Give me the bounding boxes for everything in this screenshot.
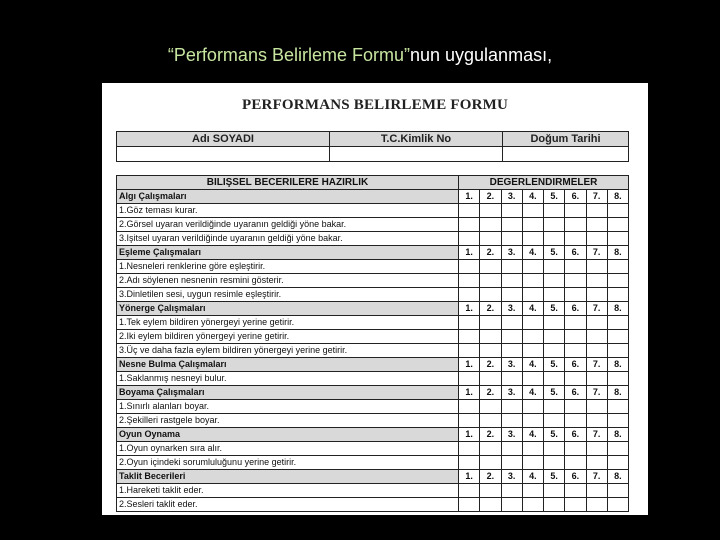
- score-cell[interactable]: [565, 400, 586, 414]
- score-cell[interactable]: [501, 484, 522, 498]
- score-cell[interactable]: [522, 484, 543, 498]
- evaluations-header: DEGERLENDIRMELER: [459, 176, 629, 190]
- skill-row: [117, 316, 629, 330]
- skill-item-label: 1.Tek eylem bildiren yönergeyi yerine getirir.: [117, 316, 459, 330]
- eval-number: 3.: [501, 470, 522, 484]
- eval-number: 8.: [607, 470, 628, 484]
- score-cell[interactable]: [459, 372, 480, 386]
- eval-number: 5.: [544, 358, 565, 372]
- score-cell[interactable]: [480, 274, 501, 288]
- score-cell[interactable]: [480, 442, 501, 456]
- info-header-id: T.C.Kimlik No: [330, 132, 503, 147]
- skill-item-label: 2.Adı söylenen nesnenin resmini gösterir.: [117, 274, 459, 288]
- skill-item-label: 2.Iki eylem bildiren yönergeyi yerine getirir.: [117, 330, 459, 344]
- score-cell[interactable]: [501, 218, 522, 232]
- form-title: PERFORMANS BELIRLEME FORMU: [241, 97, 509, 113]
- score-cell[interactable]: [565, 204, 586, 218]
- skill-item-label: 2.Şekilleri rastgele boyar.: [117, 414, 459, 428]
- eval-number: 2.: [480, 386, 501, 400]
- skill-row: [117, 456, 629, 470]
- slide-title-quoted: “Performans Belirleme Formu”: [167, 45, 410, 65]
- score-cell[interactable]: [522, 204, 543, 218]
- score-cell[interactable]: [459, 204, 480, 218]
- eval-number: 3.: [501, 386, 522, 400]
- eval-number: 4.: [522, 190, 543, 204]
- score-cell[interactable]: [522, 442, 543, 456]
- score-cell[interactable]: [459, 414, 480, 428]
- score-cell[interactable]: [480, 484, 501, 498]
- score-cell[interactable]: [522, 456, 543, 470]
- section-title: Oyun Oynama: [117, 428, 459, 442]
- eval-number: 2.: [480, 358, 501, 372]
- skill-row: [117, 400, 629, 414]
- score-cell[interactable]: [607, 316, 628, 330]
- score-cell[interactable]: [544, 204, 565, 218]
- eval-number: 5.: [544, 302, 565, 316]
- skill-item-label: 3.Dinletilen sesi, uygun resimle eşleştirir.: [117, 288, 459, 302]
- eval-number: 8.: [607, 246, 628, 260]
- section-row: [117, 246, 629, 260]
- score-cell[interactable]: [501, 498, 522, 512]
- score-cell[interactable]: [544, 316, 565, 330]
- score-cell[interactable]: [459, 260, 480, 274]
- name-field[interactable]: [117, 147, 330, 162]
- score-cell[interactable]: [544, 414, 565, 428]
- score-cell[interactable]: [480, 372, 501, 386]
- score-cell[interactable]: [586, 484, 607, 498]
- eval-number: 1.: [459, 428, 480, 442]
- score-cell[interactable]: [544, 260, 565, 274]
- score-cell[interactable]: [522, 400, 543, 414]
- eval-number: 7.: [586, 358, 607, 372]
- section-title: Eşleme Çalışmaları: [117, 246, 459, 260]
- section-title: Boyama Çalışmaları: [117, 386, 459, 400]
- eval-number: 1.: [459, 302, 480, 316]
- score-cell[interactable]: [607, 232, 628, 246]
- score-cell[interactable]: [565, 288, 586, 302]
- eval-number: 3.: [501, 190, 522, 204]
- eval-number: 3.: [501, 428, 522, 442]
- eval-number: 6.: [565, 470, 586, 484]
- skill-item-label: 2.Oyun içindeki sorumluluğunu yerine getirir.: [117, 456, 459, 470]
- score-cell[interactable]: [459, 274, 480, 288]
- eval-number: 5.: [544, 246, 565, 260]
- eval-number: 6.: [565, 386, 586, 400]
- eval-number: 7.: [586, 386, 607, 400]
- score-cell[interactable]: [607, 218, 628, 232]
- eval-number: 8.: [607, 190, 628, 204]
- eval-number: 2.: [480, 190, 501, 204]
- eval-number: 7.: [586, 246, 607, 260]
- score-cell[interactable]: [459, 232, 480, 246]
- eval-number: 1.: [459, 386, 480, 400]
- score-cell[interactable]: [565, 484, 586, 498]
- score-cell[interactable]: [501, 442, 522, 456]
- skill-row: [117, 232, 629, 246]
- score-cell[interactable]: [522, 274, 543, 288]
- score-cell[interactable]: [459, 400, 480, 414]
- eval-number: 6.: [565, 302, 586, 316]
- score-cell[interactable]: [586, 330, 607, 344]
- section-row: [117, 428, 629, 442]
- skill-row: [117, 218, 629, 232]
- score-cell[interactable]: [586, 344, 607, 358]
- eval-number: 6.: [565, 246, 586, 260]
- skill-item-label: 1.Saklanmış nesneyi bulur.: [117, 372, 459, 386]
- score-cell[interactable]: [480, 204, 501, 218]
- eval-number: 8.: [607, 358, 628, 372]
- section-title: Nesne Bulma Çalışmaları: [117, 358, 459, 372]
- score-cell[interactable]: [586, 232, 607, 246]
- score-cell[interactable]: [522, 330, 543, 344]
- score-cell[interactable]: [459, 218, 480, 232]
- score-cell[interactable]: [522, 232, 543, 246]
- score-cell[interactable]: [607, 288, 628, 302]
- score-cell[interactable]: [565, 344, 586, 358]
- eval-number: 7.: [586, 428, 607, 442]
- score-cell[interactable]: [565, 442, 586, 456]
- score-cell[interactable]: [544, 484, 565, 498]
- personal-info-table: [116, 131, 629, 162]
- eval-number: 1.: [459, 246, 480, 260]
- eval-number: 3.: [501, 358, 522, 372]
- slide-title: [0, 45, 720, 66]
- eval-number: 8.: [607, 386, 628, 400]
- score-cell[interactable]: [480, 232, 501, 246]
- score-cell[interactable]: [586, 316, 607, 330]
- eval-number: 4.: [522, 386, 543, 400]
- score-cell[interactable]: [501, 260, 522, 274]
- score-cell[interactable]: [522, 414, 543, 428]
- skill-item-label: 3.Üç ve daha fazla eylem bildiren yönergeyi yerine getirir.: [117, 344, 459, 358]
- skill-item-label: 3.Işitsel uyaran verildiğinde uyaranın geldiği yöne bakar.: [117, 232, 459, 246]
- score-cell[interactable]: [522, 498, 543, 512]
- score-cell[interactable]: [586, 372, 607, 386]
- score-cell[interactable]: [607, 204, 628, 218]
- id-number-field[interactable]: [330, 147, 503, 162]
- section-row: [117, 358, 629, 372]
- eval-number: 6.: [565, 428, 586, 442]
- score-cell[interactable]: [565, 372, 586, 386]
- score-cell[interactable]: [565, 316, 586, 330]
- score-cell[interactable]: [586, 414, 607, 428]
- eval-number: 4.: [522, 358, 543, 372]
- score-cell[interactable]: [480, 288, 501, 302]
- skill-item-label: 1.Göz teması kurar.: [117, 204, 459, 218]
- score-cell[interactable]: [565, 218, 586, 232]
- eval-number: 5.: [544, 428, 565, 442]
- score-cell[interactable]: [544, 288, 565, 302]
- score-cell[interactable]: [565, 274, 586, 288]
- skill-row: [117, 344, 629, 358]
- score-cell[interactable]: [480, 344, 501, 358]
- score-cell[interactable]: [480, 330, 501, 344]
- skill-item-label: 1.Sınırlı alanları boyar.: [117, 400, 459, 414]
- score-cell[interactable]: [459, 344, 480, 358]
- score-cell[interactable]: [607, 260, 628, 274]
- score-cell[interactable]: [544, 218, 565, 232]
- eval-number: 2.: [480, 428, 501, 442]
- score-cell[interactable]: [522, 372, 543, 386]
- eval-number: 7.: [586, 190, 607, 204]
- score-cell[interactable]: [480, 456, 501, 470]
- skills-header: BILIŞSEL BECERILERE HAZIRLIK: [117, 176, 459, 190]
- score-cell[interactable]: [501, 456, 522, 470]
- skill-item-label: 2.Sesleri taklit eder.: [117, 498, 459, 512]
- birthdate-field[interactable]: [503, 147, 629, 162]
- score-cell[interactable]: [480, 218, 501, 232]
- score-cell[interactable]: [459, 456, 480, 470]
- score-cell[interactable]: [522, 260, 543, 274]
- eval-number: 6.: [565, 190, 586, 204]
- eval-number: 4.: [522, 428, 543, 442]
- score-cell[interactable]: [607, 484, 628, 498]
- score-cell[interactable]: [607, 456, 628, 470]
- score-cell[interactable]: [501, 414, 522, 428]
- eval-number: 1.: [459, 190, 480, 204]
- eval-number: 1.: [459, 358, 480, 372]
- skill-item-label: 1.Nesneleri renklerine göre eşleştirir.: [117, 260, 459, 274]
- eval-number: 5.: [544, 470, 565, 484]
- score-cell[interactable]: [565, 330, 586, 344]
- score-cell[interactable]: [480, 400, 501, 414]
- section-title: Yönerge Çalışmaları: [117, 302, 459, 316]
- eval-number: 2.: [480, 470, 501, 484]
- eval-number: 8.: [607, 302, 628, 316]
- score-cell[interactable]: [607, 372, 628, 386]
- score-cell[interactable]: [501, 288, 522, 302]
- evaluation-table: [116, 175, 629, 512]
- score-cell[interactable]: [459, 288, 480, 302]
- score-cell[interactable]: [565, 260, 586, 274]
- score-cell[interactable]: [480, 316, 501, 330]
- slide-title-rest: nun uygulanması,: [409, 45, 553, 65]
- score-cell[interactable]: [586, 204, 607, 218]
- score-cell[interactable]: [544, 274, 565, 288]
- info-header-birthdate: Doğum Tarihi: [503, 132, 629, 147]
- score-cell[interactable]: [501, 330, 522, 344]
- skill-row: [117, 288, 629, 302]
- section-title: Taklit Becerileri: [117, 470, 459, 484]
- eval-number: 3.: [501, 302, 522, 316]
- score-cell[interactable]: [501, 316, 522, 330]
- score-cell[interactable]: [459, 330, 480, 344]
- eval-number: 5.: [544, 190, 565, 204]
- score-cell[interactable]: [607, 274, 628, 288]
- score-cell[interactable]: [522, 316, 543, 330]
- skill-row: [117, 372, 629, 386]
- skill-row: [117, 274, 629, 288]
- score-cell[interactable]: [565, 456, 586, 470]
- score-cell[interactable]: [565, 232, 586, 246]
- section-row: [117, 190, 629, 204]
- eval-number: 8.: [607, 428, 628, 442]
- score-cell[interactable]: [544, 442, 565, 456]
- score-cell[interactable]: [501, 232, 522, 246]
- skill-row: [117, 414, 629, 428]
- score-cell[interactable]: [480, 498, 501, 512]
- score-cell[interactable]: [565, 498, 586, 512]
- score-cell[interactable]: [607, 344, 628, 358]
- score-cell[interactable]: [586, 498, 607, 512]
- score-cell[interactable]: [607, 498, 628, 512]
- info-header-name: Adı SOYADI: [117, 132, 330, 147]
- section-row: [117, 386, 629, 400]
- skill-row: [117, 204, 629, 218]
- score-cell[interactable]: [544, 456, 565, 470]
- eval-number: 5.: [544, 386, 565, 400]
- skill-item-label: 2.Görsel uyaran verildiğinde uyaranın geldiği yöne bakar.: [117, 218, 459, 232]
- form-document: [102, 83, 648, 515]
- score-cell[interactable]: [586, 456, 607, 470]
- score-cell[interactable]: [544, 498, 565, 512]
- score-cell[interactable]: [544, 344, 565, 358]
- score-cell[interactable]: [607, 442, 628, 456]
- score-cell[interactable]: [586, 288, 607, 302]
- score-cell[interactable]: [480, 414, 501, 428]
- score-cell[interactable]: [501, 400, 522, 414]
- score-cell[interactable]: [544, 232, 565, 246]
- eval-number: 4.: [522, 470, 543, 484]
- skill-row: [117, 498, 629, 512]
- skill-row: [117, 442, 629, 456]
- section-title: Algı Çalışmaları: [117, 190, 459, 204]
- score-cell[interactable]: [459, 316, 480, 330]
- score-cell[interactable]: [586, 400, 607, 414]
- score-cell[interactable]: [544, 400, 565, 414]
- eval-number: 2.: [480, 302, 501, 316]
- eval-number: 4.: [522, 246, 543, 260]
- skill-row: [117, 330, 629, 344]
- score-cell[interactable]: [586, 218, 607, 232]
- score-cell[interactable]: [607, 414, 628, 428]
- skill-row: [117, 260, 629, 274]
- skill-item-label: 1.Hareketi taklit eder.: [117, 484, 459, 498]
- score-cell[interactable]: [480, 260, 501, 274]
- skill-row: [117, 484, 629, 498]
- score-cell[interactable]: [501, 344, 522, 358]
- score-cell[interactable]: [459, 442, 480, 456]
- score-cell[interactable]: [607, 400, 628, 414]
- score-cell[interactable]: [586, 274, 607, 288]
- score-cell[interactable]: [522, 218, 543, 232]
- score-cell[interactable]: [565, 414, 586, 428]
- eval-number: 4.: [522, 302, 543, 316]
- eval-number: 7.: [586, 302, 607, 316]
- section-row: [117, 302, 629, 316]
- eval-number: 7.: [586, 470, 607, 484]
- score-cell[interactable]: [501, 204, 522, 218]
- score-cell[interactable]: [607, 330, 628, 344]
- score-cell[interactable]: [586, 260, 607, 274]
- score-cell[interactable]: [459, 498, 480, 512]
- score-cell[interactable]: [544, 372, 565, 386]
- eval-number: 2.: [480, 246, 501, 260]
- eval-number: 1.: [459, 470, 480, 484]
- skill-item-label: 1.Oyun oynarken sıra alır.: [117, 442, 459, 456]
- score-cell[interactable]: [586, 442, 607, 456]
- score-cell[interactable]: [501, 274, 522, 288]
- score-cell[interactable]: [522, 344, 543, 358]
- eval-number: 6.: [565, 358, 586, 372]
- section-row: [117, 470, 629, 484]
- score-cell[interactable]: [501, 372, 522, 386]
- eval-number: 3.: [501, 246, 522, 260]
- score-cell[interactable]: [459, 484, 480, 498]
- score-cell[interactable]: [544, 330, 565, 344]
- score-cell[interactable]: [522, 288, 543, 302]
